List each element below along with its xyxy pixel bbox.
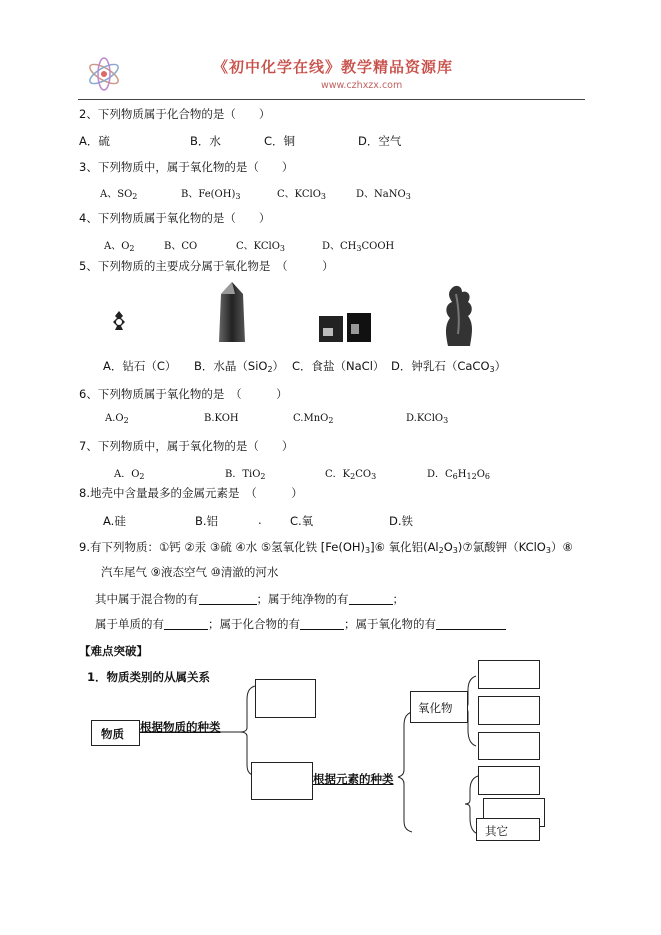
q7-option-c: C．$K_2CO_3$ (325, 469, 377, 481)
q7-option-d: D．$C_6H_{12}O_6$ (427, 469, 490, 481)
q6-option-b: B.KOH (204, 413, 239, 424)
q4-option-b: B、CO (164, 241, 198, 252)
q4-option-c: C、KClO$_3$ (236, 241, 285, 253)
other-subtype-box-1[interactable] (478, 766, 540, 795)
q5-option-b: B．水晶（SiO$_2$） (194, 359, 285, 374)
q3-option-d: D、NaNO$_3$ (356, 189, 411, 201)
q9-line1: 9.有下列物质：①钙 ②汞 ③硫 ④水 ⑤氢氧化铁 $[Fe(OH)_3]⑥$ 氧化铝$(Al_2O_3)⑦$氯酸钾（KClO$_3$）⑧ (79, 540, 573, 555)
q9-line2: 汽车尾气 ⑨液态空气 ⑩清澈的河水 (101, 565, 279, 579)
branch-by-substance-label: 根据物质的种类 (140, 720, 221, 734)
section-subtitle: 1．物质类别的从属关系 (87, 670, 211, 684)
oxide-box (410, 691, 468, 723)
q2-option-a: A．硫 (79, 134, 110, 148)
oxide-label: 氧化物 (418, 701, 453, 715)
q4-option-a: A、$O_2$ (104, 241, 135, 253)
q8-option-b: B.铝 (195, 514, 219, 528)
oxide-subtype-box-2[interactable] (478, 696, 540, 725)
q3-option-b: B、$Fe(OH)_3$ (181, 189, 241, 201)
header-title: 《初中化学在线》教学精品资源库 (213, 58, 454, 76)
root-box-substance (91, 720, 140, 746)
q6-option-c: C.MnO$_2$ (293, 413, 334, 425)
q2-stem: 2、下列物质属于化合物的是（ ） (79, 107, 271, 121)
q7-option-b: B．TiO$_2$ (225, 469, 266, 481)
other-box (476, 818, 540, 841)
q5-option-d: D．钟乳石（CaCO$_3$） (391, 359, 507, 374)
q9-line4: 属于单质的有 ；属于化合物的有 ；属于氧化物的有 (95, 616, 506, 632)
q4-stem: 4、下列物质属于氧化物的是（ ） (79, 211, 271, 225)
q2-option-c: C．铜 (264, 134, 296, 148)
branch-by-element-label: 根据元素的种类 (313, 772, 394, 786)
q7-option-a: A．$O_2$ (114, 469, 145, 481)
q6-option-d: D.KClO$_3$ (406, 413, 449, 425)
q6-stem: 6、下列物质属于氧化物的是 （ ） (79, 387, 288, 401)
q9-line3: 其中属于混合物的有 ；属于纯净物的有 ； (95, 592, 404, 606)
other-label: 其它 (485, 824, 508, 838)
q8-dot: . (258, 513, 262, 527)
q5-stem: 5、下列物质的主要成分属于氧化物是 （ ） (79, 259, 334, 273)
q8-stem: 8.地壳中含量最多的金属元素是 （ ） (79, 486, 303, 500)
q8-option-c: C.氧 (290, 514, 314, 528)
q3-option-a: A、$SO_2$ (100, 189, 138, 201)
section-title: 【难点突破】 (79, 644, 148, 658)
q5-option-c: C．食盐（NaCl） (292, 359, 385, 373)
q4-option-d: D、$CH_3COOH$ (322, 241, 395, 253)
q5-option-a: A．钻石（C） (103, 359, 177, 373)
pure-substance-box[interactable] (255, 679, 316, 718)
oxide-subtype-box-3[interactable] (478, 732, 540, 760)
q8-option-a: A.硅 (103, 514, 126, 528)
q2-option-b: B．水 (190, 134, 221, 148)
q8-option-d: D.铁 (389, 514, 414, 528)
header-url: www.czhxzx.com (321, 80, 403, 91)
oxide-subtype-box-1[interactable] (478, 660, 540, 689)
q6-option-a: $A.O_2$ (105, 413, 129, 425)
q7-stem: 7、下列物质中，属于氧化物的是（ ） (79, 439, 294, 453)
mixture-box[interactable] (251, 762, 313, 800)
q2-option-d: D．空气 (358, 134, 402, 148)
q3-option-c: C、KClO$_3$ (277, 189, 326, 201)
q3-stem: 3、下列物质中，属于氧化物的是（ ） (79, 160, 294, 174)
root-label: 物质 (101, 727, 124, 741)
